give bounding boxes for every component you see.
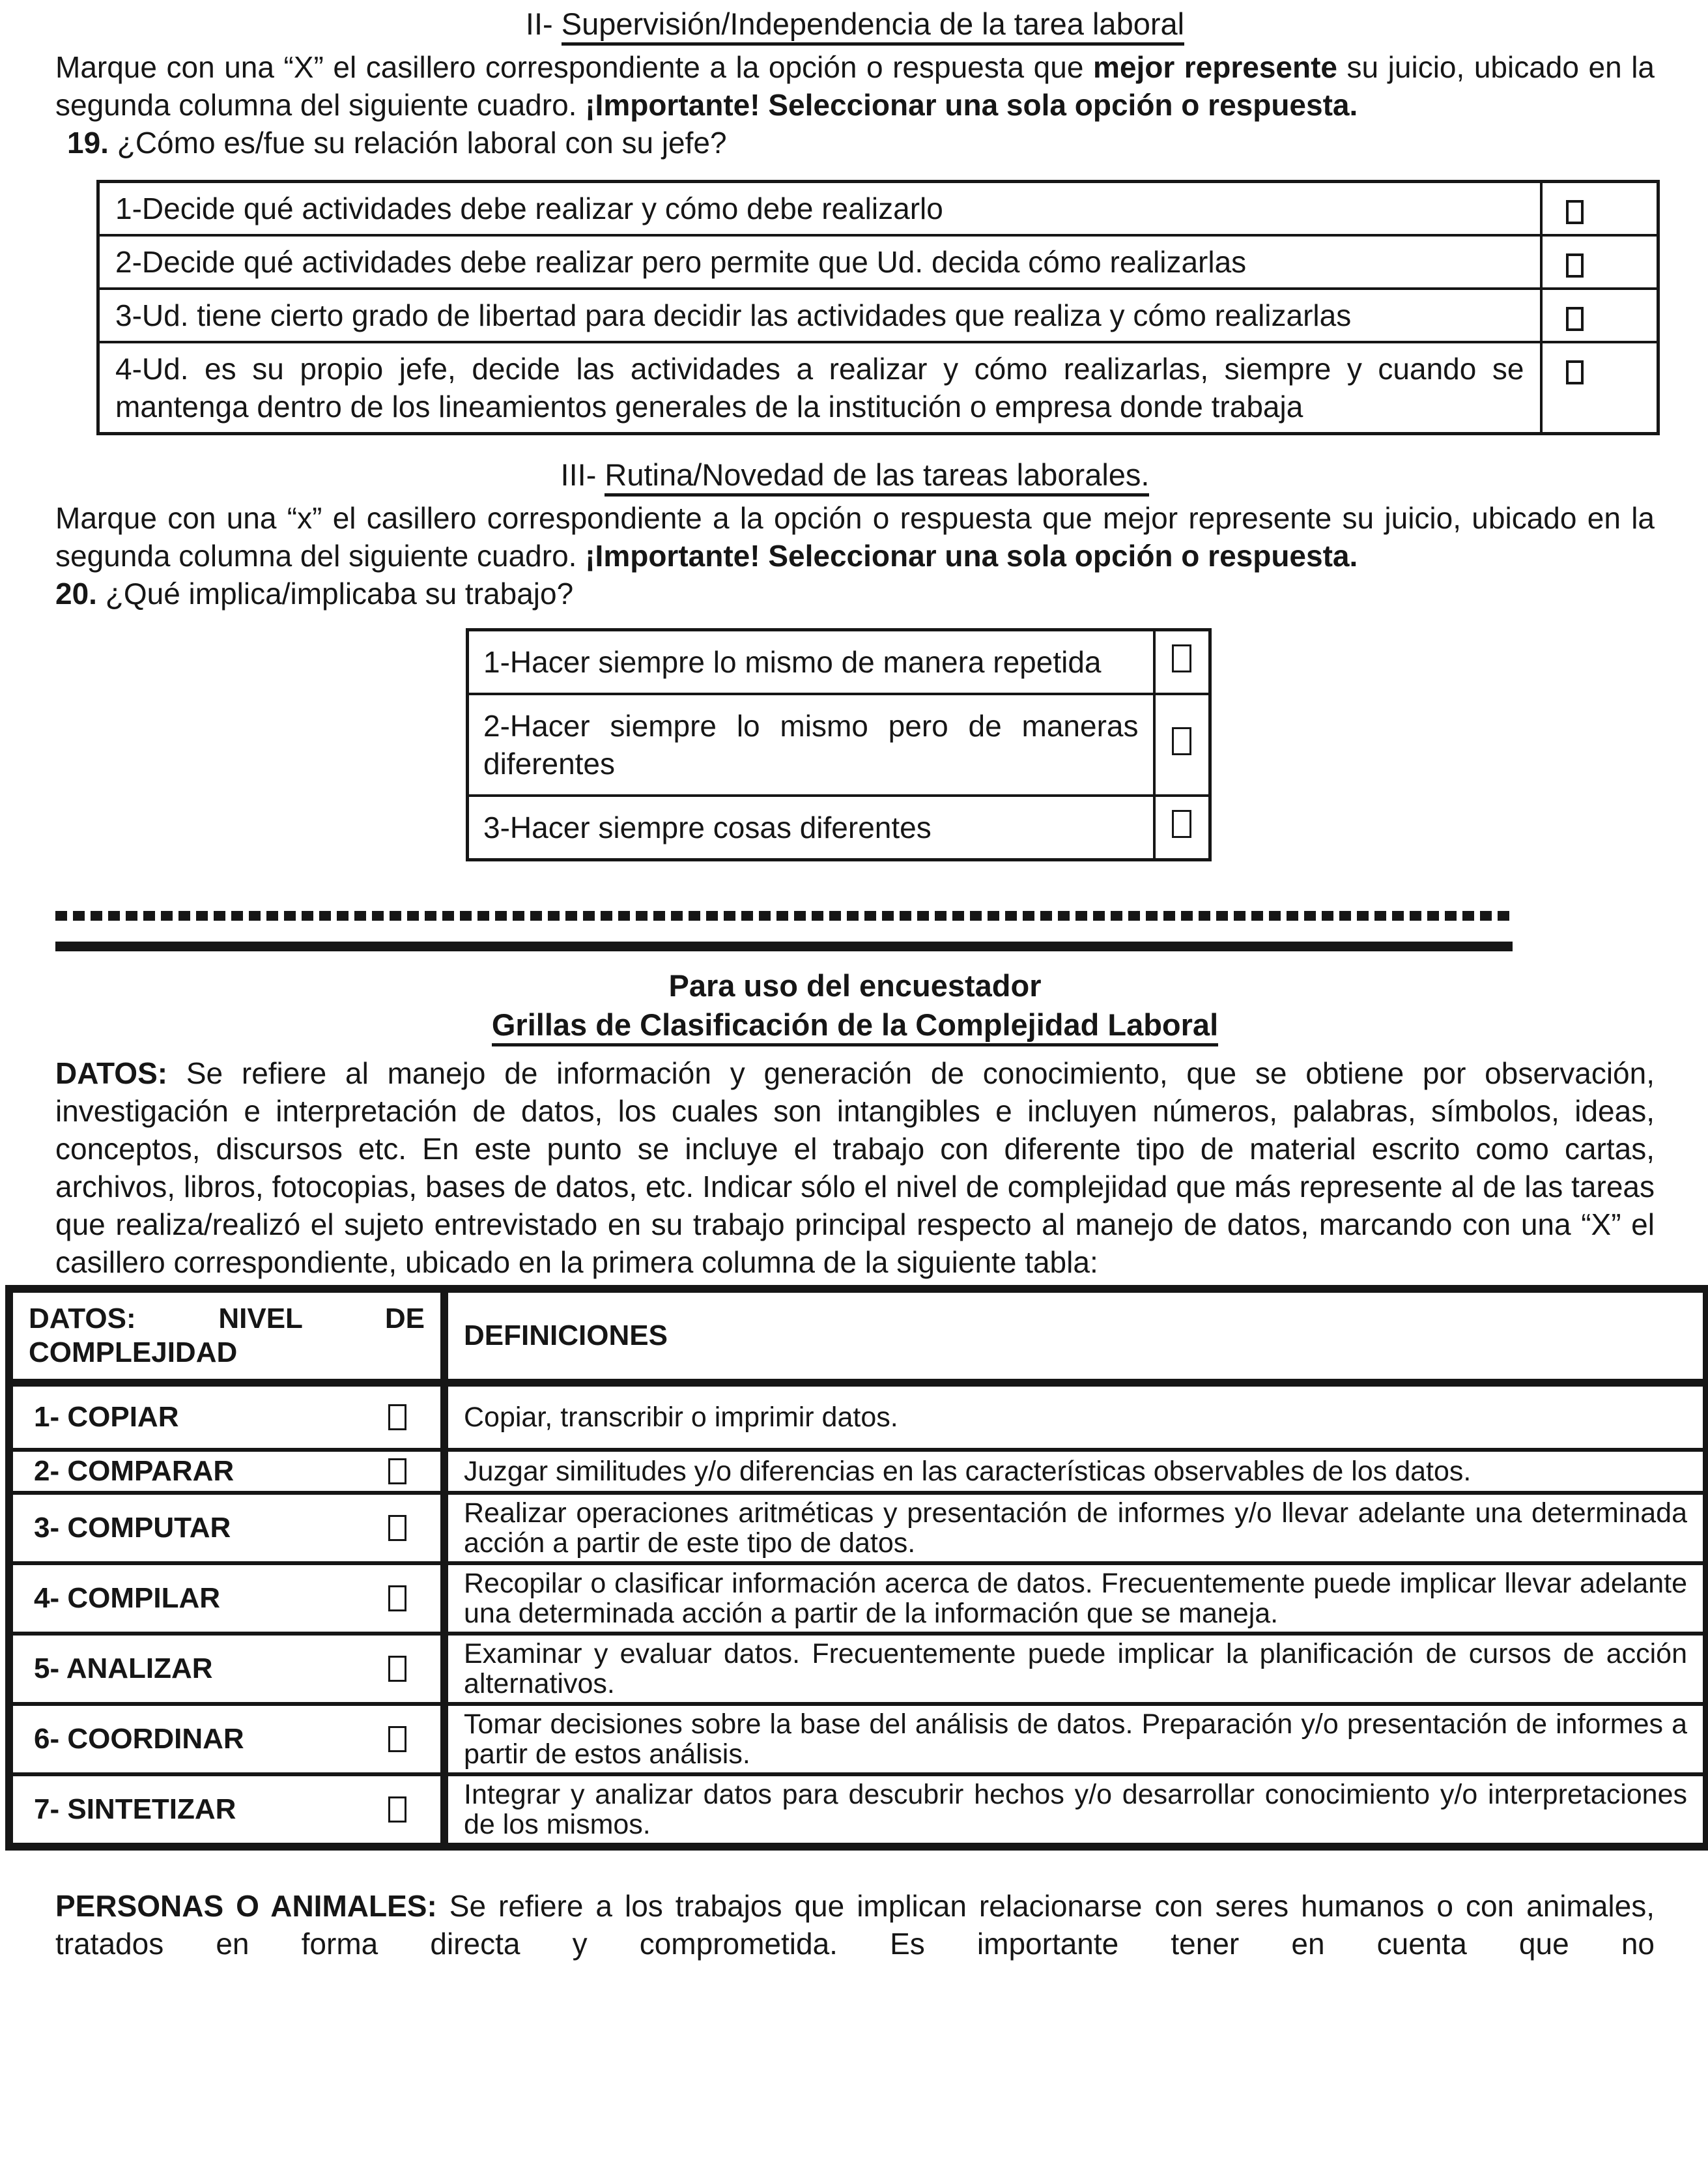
- bold-text: 20.: [55, 577, 97, 611]
- option-checkbox[interactable]: [1172, 727, 1191, 755]
- grid-row: [9, 1634, 1707, 1704]
- option-checkbox[interactable]: [1172, 644, 1191, 672]
- section-2-title-text: Supervisión/Independencia de la tarea laboral: [562, 7, 1184, 46]
- section-2-instructions: [55, 48, 1655, 124]
- option-row: [98, 342, 1658, 434]
- plain-text: ¿Qué implica/implicaba su trabajo?: [96, 577, 574, 611]
- definition-text: Examinar y evaluar datos. Frecuentemente puede implicar la planificación de cursos de acción alternativos.: [444, 1634, 1707, 1704]
- grid-row: [9, 1704, 1707, 1774]
- option-checkbox[interactable]: [1566, 307, 1584, 331]
- grid-header-row: [9, 1289, 1707, 1383]
- bold-text: DATOS:: [55, 1056, 168, 1090]
- option-checkbox[interactable]: [1566, 360, 1584, 384]
- question-20: [55, 575, 1655, 613]
- definition-text: Realizar operaciones aritméticas y presentación de informes y/o llevar adelante una determinada acción a partir de este tipo de datos.: [444, 1493, 1707, 1563]
- complexity-level-label: 6- COORDINAR: [34, 1723, 244, 1755]
- option-checkbox-cell: [1154, 796, 1210, 860]
- complexity-level-label: 4- COMPILAR: [34, 1582, 220, 1614]
- bold-text: 19.: [67, 126, 109, 160]
- complexity-checkbox[interactable]: [388, 1656, 406, 1682]
- grid-col2-header: DEFINICIONES: [444, 1289, 1707, 1383]
- option-row: [468, 630, 1210, 695]
- plain-text: Se refiere al manejo de información y generación de conocimiento, que se obtiene por observación, investigación e interpretación de datos, los cuales son intangibles e incluyen números, palabras, símbolos, ideas, conceptos, discursos etc. En este punto se incluye el trabajo con diferente tipo de material escrito como cartas, archivos, libros, fotocopias, bases de datos, etc. Indicar sólo el nivel de complejidad que más represente al de las tareas que realiza/realizó el sujeto entrevistado en su trabajo principal respecto al manejo de datos, marcando con una “X” el casillero correspondiente, ubicado en la primera columna de la siguiente tabla:: [55, 1056, 1655, 1279]
- complexity-level-label: 2- COMPARAR: [34, 1455, 235, 1487]
- option-row: [98, 235, 1658, 289]
- complexity-checkbox[interactable]: [388, 1404, 406, 1430]
- complexity-level-inner: [34, 1455, 406, 1488]
- complexity-level-inner: [34, 1652, 406, 1685]
- grillas-heading-text: Grillas de Clasificación de la Complejidad Laboral: [492, 1007, 1218, 1046]
- plain-text: ¿Cómo es/fue su relación laboral con su jefe?: [108, 126, 727, 160]
- bold-text: ¡Importante! Seleccionar una sola opción o respuesta.: [585, 539, 1358, 573]
- complexity-level-label: 3- COMPUTAR: [34, 1512, 231, 1544]
- complexity-level-inner: [34, 1512, 406, 1544]
- section-3-number: III-: [560, 457, 605, 492]
- plain-text: Marque con una “X” el casillero correspondiente a la opción o respuesta que: [55, 50, 1093, 84]
- section-2-number: II-: [525, 7, 562, 41]
- dashed-divider: [55, 911, 1513, 921]
- option-text: 1-Decide qué actividades debe realizar y cómo debe realizarlo: [98, 182, 1541, 236]
- datos-paragraph: [55, 1054, 1655, 1281]
- option-checkbox-cell: [1541, 289, 1658, 342]
- option-text: 2-Decide qué actividades debe realizar pero permite que Ud. decida cómo realizarlas: [98, 235, 1541, 289]
- section-3-title-text: Rutina/Novedad de las tareas laborales.: [605, 457, 1149, 497]
- complexity-level-inner: [34, 1582, 406, 1615]
- complexity-level-inner: [34, 1793, 406, 1826]
- complexity-level-cell: [9, 1493, 444, 1563]
- q20-options-table: [466, 628, 1212, 861]
- grid-row: [9, 1383, 1707, 1450]
- complexity-level-cell: [9, 1634, 444, 1704]
- option-text: 3-Ud. tiene cierto grado de libertad para decidir las actividades que realiza y cómo realizarlas: [98, 289, 1541, 342]
- complexity-level-label: 1- COPIAR: [34, 1401, 179, 1433]
- definition-text: Tomar decisiones sobre la base del análisis de datos. Preparación y/o presentación de informes a partir de estos análisis.: [444, 1704, 1707, 1774]
- plain-text: su juicio, ubicado en la segunda columna del siguiente cuadro.: [55, 50, 1655, 122]
- definition-text: Copiar, transcribir o imprimir datos.: [444, 1383, 1707, 1450]
- option-text: 2-Hacer siempre lo mismo pero de maneras diferentes: [468, 694, 1154, 796]
- option-checkbox[interactable]: [1566, 200, 1584, 224]
- section-3-title: [55, 456, 1655, 494]
- option-row: [98, 182, 1658, 236]
- section-3-instructions: [55, 499, 1655, 575]
- option-text: 1-Hacer siempre lo mismo de manera repetida: [468, 630, 1154, 695]
- grid-row: [9, 1493, 1707, 1563]
- grid-col1-header: DATOS: NIVEL DE COMPLEJIDAD: [9, 1289, 444, 1383]
- option-checkbox-cell: [1541, 235, 1658, 289]
- complexity-level-cell: [9, 1383, 444, 1450]
- complexity-grid-table: [5, 1285, 1708, 1851]
- complexity-level-label: 7- SINTETIZAR: [34, 1793, 236, 1825]
- bold-text: mejor represente: [1092, 50, 1337, 84]
- complexity-level-cell: [9, 1704, 444, 1774]
- option-text: 3-Hacer siempre cosas diferentes: [468, 796, 1154, 860]
- definition-text: Juzgar similitudes y/o diferencias en las características observables de los datos.: [444, 1450, 1707, 1493]
- bold-text: ¡Importante! Seleccionar una sola opción o respuesta.: [585, 88, 1358, 122]
- option-checkbox-cell: [1154, 630, 1210, 695]
- option-text: 4-Ud. es su propio jefe, decide las actividades a realizar y cómo realizarlas, siempre y cuando se mantenga dentro de los lineamientos generales de la institución o empresa donde trabaja: [98, 342, 1541, 434]
- personas-paragraph: [55, 1887, 1655, 1963]
- complexity-checkbox[interactable]: [388, 1515, 406, 1541]
- option-checkbox-cell: [1154, 694, 1210, 796]
- complexity-checkbox[interactable]: [388, 1796, 406, 1823]
- plain-text: Marque con una “x” el casillero correspondiente a la opción o respuesta que mejor represente su juicio, ubicado en la segunda columna del siguiente cuadro.: [55, 501, 1655, 573]
- definition-text: Recopilar o clasificar información acerca de datos. Frecuentemente puede implicar llevar adelante una determinada acción a partir de la información que se maneja.: [444, 1563, 1707, 1634]
- definition-text: Integrar y analizar datos para descubrir hechos y/o desarrollar conocimiento y/o interpretaciones de los mismos.: [444, 1774, 1707, 1847]
- grillas-heading: [55, 1006, 1655, 1044]
- complexity-checkbox[interactable]: [388, 1585, 406, 1611]
- complexity-checkbox[interactable]: [388, 1458, 406, 1484]
- q19-options-table: [96, 180, 1660, 435]
- plain-text: Se refiere a los trabajos que implican relacionarse con seres humanos o con animales, tratados en forma directa y comprometida. Es importante tener en cuenta que no: [55, 1889, 1655, 1961]
- bold-text: PERSONAS O ANIMALES:: [55, 1889, 437, 1923]
- grid-row: [9, 1450, 1707, 1493]
- solid-divider-bar: [55, 942, 1513, 951]
- complexity-level-cell: [9, 1774, 444, 1847]
- encuestador-heading: Para uso del encuestador: [668, 968, 1042, 1003]
- question-19: [55, 124, 1655, 162]
- option-row: [468, 694, 1210, 796]
- option-checkbox-cell: [1541, 182, 1658, 236]
- option-checkbox[interactable]: [1172, 810, 1191, 838]
- grid-row: [9, 1774, 1707, 1847]
- grid-row: [9, 1563, 1707, 1634]
- complexity-level-inner: [34, 1723, 406, 1755]
- option-checkbox-cell: [1541, 342, 1658, 434]
- complexity-level-inner: [34, 1401, 406, 1434]
- complexity-level-cell: [9, 1563, 444, 1634]
- section-2-title: [55, 5, 1655, 43]
- option-row: [468, 796, 1210, 860]
- complexity-level-cell: [9, 1450, 444, 1493]
- complexity-checkbox[interactable]: [388, 1726, 406, 1752]
- option-checkbox[interactable]: [1566, 253, 1584, 278]
- complexity-level-label: 5- ANALIZAR: [34, 1652, 213, 1684]
- option-row: [98, 289, 1658, 342]
